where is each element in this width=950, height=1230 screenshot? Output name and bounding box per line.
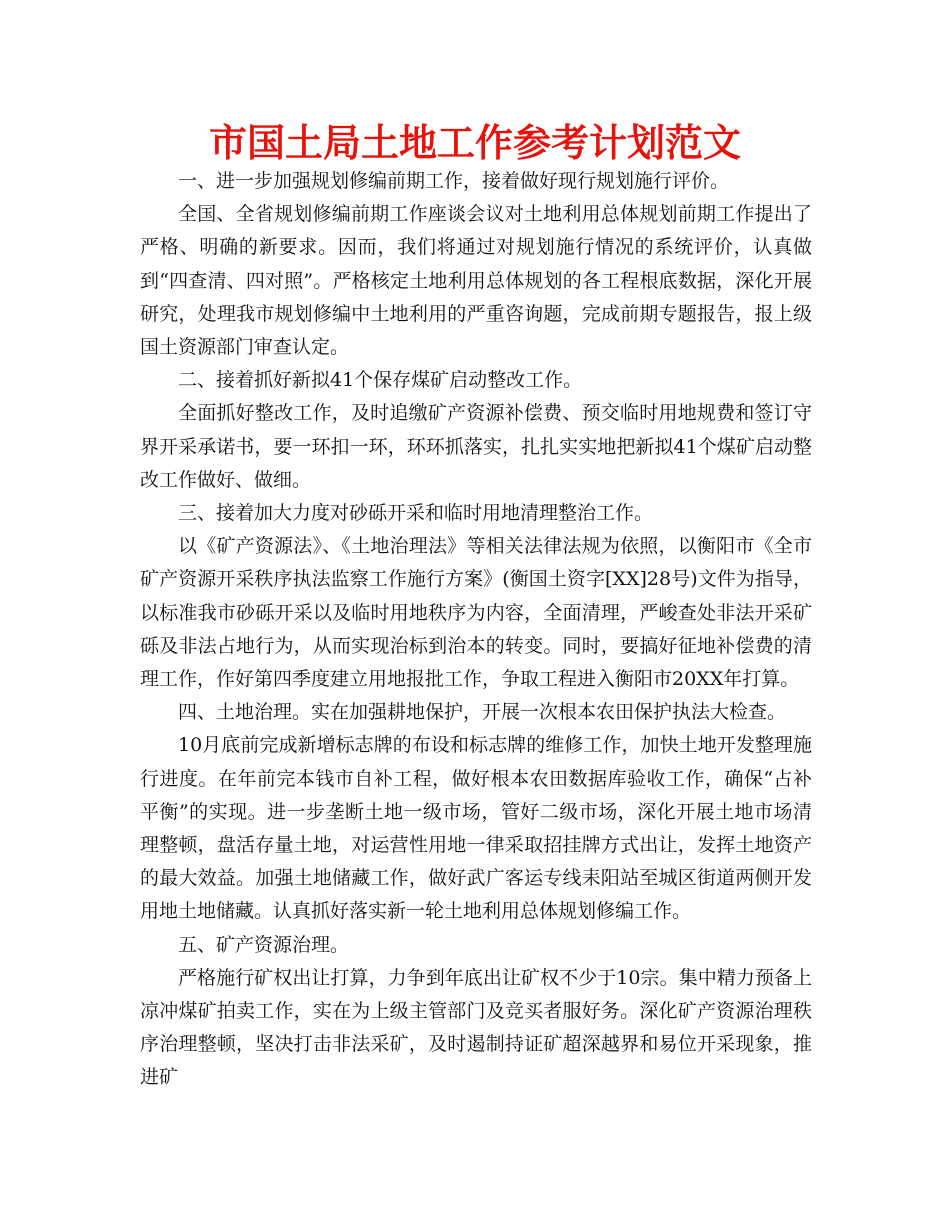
body-paragraph: 以《矿产资源法》、《土地治理法》等相关法律法规为依照，以衡阳市《全市矿产资源开采秩序执法监察工作施行方案》(衡国土资字[XX]28号)文件为指导，以标准我市砂砾开采以及临时用地秩序为内容，全面清理，严峻查处非法开采矿砾及非法占地行为，从而实现治标到治本的转变。同时，要搞好征地补偿费的清理工作，作好第四季度建立用地报批工作，争取工程进入衡阳市20XX年打算。 [140, 535, 812, 691]
section-heading-5: 五、矿产资源治理。 [178, 933, 350, 956]
body-paragraph: 10月底前完成新增标志牌的布设和标志牌的维修工作，加快土地开发整理施行进度。在年前完本钱市自补工程，做好根本农田数据库验收工作，确保“占补平衡”的实现。进一步垄断土地一级市场，管好二级市场，深化开展土地市场清理整顿，盘活存量土地，对运营性用地一律采取招挂牌方式出让，发挥土地资产的最大效益。加强土地储藏工作，做好武广客运专线耒阳站至城区街道两侧开发用地土地储藏。认真抓好落实新一轮土地利用总体规划修编工作。 [140, 734, 812, 923]
body-paragraph: 全国、全省规划修编前期工作座谈会议对土地利用总体规划前期工作提出了严格、明确的新要求。因而，我们将通过对规划施行情况的系统评价，认真做到“四查清、四对照”。严格核定土地利用总体规划的各工程根底数据，深化开展研究，处理我市规划修编中土地利用的严重咨询题，完成前期专题报告，报上级国土资源部门审查认定。 [140, 203, 812, 359]
body-paragraph: 严格施行矿权出让打算，力争到年底出让矿权不少于10宗。集中精力预备上凉冲煤矿拍卖工作，实在为上级主管部门及竞买者服好务。深化矿产资源治理秩序治理整顿，坚决打击非法采矿，及时遏制持证矿超深越界和易位开采现象，推进矿 [140, 966, 812, 1089]
section-heading-3: 三、接着加大力度对砂砾开采和临时用地清理整治工作。 [178, 502, 654, 525]
section-heading-2: 二、接着抓好新拟41个保存煤矿启动整改工作。 [178, 369, 583, 392]
document-title: 市国土局土地工作参考计划范文 [208, 121, 741, 165]
body-paragraph: 全面抓好整改工作，及时追缴矿产资源补偿费、预交临时用地规费和签订守界开采承诺书，要一环扣一环，环环抓落实，扎扎实实地把新拟41个煤矿启动整改工作做好、做细。 [140, 402, 812, 491]
section-heading-1: 一、进一步加强规划修编前期工作，接着做好现行规划施行评价。 [178, 170, 730, 192]
document-body [140, 165, 812, 1095]
section-heading-4: 四、土地治理。实在加强耕地保护，开展一次根本农田保护执法大检查。 [178, 701, 787, 724]
